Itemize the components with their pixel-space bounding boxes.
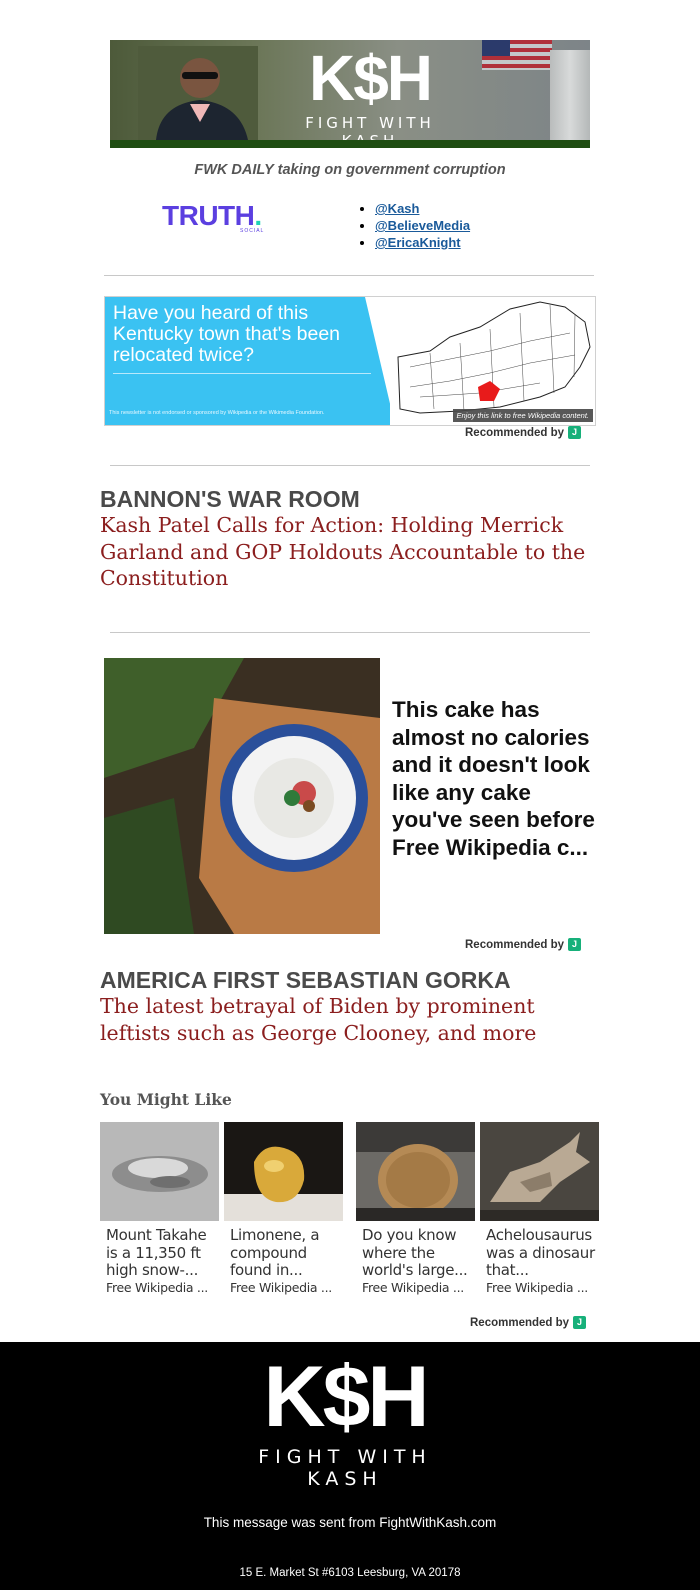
ad-cake-text[interactable]: [392, 696, 602, 861]
cake-plate-image: [104, 658, 380, 934]
card-title: Limonene, a compound found in...: [230, 1226, 320, 1279]
recommend-card-4[interactable]: [480, 1122, 599, 1295]
kentucky-map-image: [390, 297, 595, 425]
list-item: [375, 200, 470, 217]
divider: [110, 465, 590, 466]
kash-logo: K$H: [308, 42, 432, 114]
card-source: Free Wikipedia ...: [106, 1279, 208, 1295]
recommended-label: Recommended by: [470, 1316, 570, 1329]
j-badge-icon: J: [573, 1316, 586, 1329]
recommended-label: Recommended by: [465, 426, 565, 439]
truth-social-logo[interactable]: [162, 200, 292, 238]
list-item: [375, 217, 470, 234]
handle-link-ericaknight[interactable]: @EricaKnight: [375, 235, 461, 250]
card-source: Free Wikipedia ...: [362, 1279, 464, 1295]
lemon-image: [224, 1122, 343, 1221]
ad-cake-image[interactable]: [104, 658, 380, 934]
truth-social-sub: SOCIAL: [240, 228, 265, 234]
kash-logo-subtitle: FIGHT WITH: [305, 114, 435, 132]
social-handles-list: [355, 200, 470, 251]
ad-cake-source: Free Wikipedia c...: [392, 834, 589, 860]
footer: [0, 1342, 700, 1590]
ad-headline: Have you heard of this Kentucky town that's been relocated twice?: [113, 302, 341, 366]
card-source: Free Wikipedia ...: [486, 1279, 588, 1295]
recommend-card-3[interactable]: [356, 1122, 475, 1295]
list-item: [375, 234, 470, 251]
dinosaur-skull-image: [480, 1122, 599, 1221]
mountain-image: [100, 1122, 219, 1221]
you-might-like-heading: You Might Like: [100, 1090, 232, 1109]
story-link-betrayal[interactable]: The latest betrayal of Biden by prominent leftists such as George Clooney, and more: [100, 994, 537, 1045]
section-title-gorka: AMERICA FIRST SEBASTIAN GORKA: [100, 967, 511, 993]
divider: [110, 632, 590, 633]
recommended-label: Recommended by: [465, 938, 565, 951]
ad-cake-headline: This cake has almost no calories and it doesn't look like any cake you've seen before: [392, 697, 595, 832]
tagline: FWK DAILY taking on government corruption: [194, 162, 506, 178]
building-pillars: [550, 50, 590, 140]
ad-caption: Enjoy this link to free Wikipedia content.: [453, 409, 594, 422]
j-badge-icon: J: [568, 938, 581, 951]
footer-logo-subtitle: FIGHT WITH KASH: [258, 1446, 432, 1490]
card-source: Free Wikipedia ...: [230, 1279, 332, 1295]
j-badge-icon: J: [568, 426, 581, 439]
giant-ball-image: [356, 1122, 475, 1221]
card-title: Achelousaurus was a dinosaur that...: [486, 1226, 595, 1279]
story-link-kash-patel[interactable]: Kash Patel Calls for Action: Holding Merrick Garland and GOP Holdouts Accountable to the Constitution: [100, 513, 586, 590]
footer-message: This message was sent from FightWithKash.com: [203, 1515, 497, 1530]
person-photo: [138, 46, 258, 140]
recommended-by-2[interactable]: [465, 938, 581, 951]
banner-green-bar: [110, 140, 590, 148]
recommended-by-1[interactable]: [465, 426, 581, 439]
ad-disclaimer: This newsletter is not endorsed or sponsored by Wikipedia or the Wikimedia Foundation.: [109, 410, 325, 416]
recommended-by-3[interactable]: [470, 1316, 586, 1329]
ad-kentucky-town[interactable]: [104, 296, 596, 426]
handle-link-believemedia[interactable]: @BelieveMedia: [375, 218, 471, 233]
footer-kash-logo[interactable]: K$H: [263, 1349, 427, 1445]
header-banner[interactable]: [110, 40, 590, 148]
recommend-card-2[interactable]: [224, 1122, 343, 1295]
us-flag-image: [482, 40, 552, 70]
card-title: Do you know where the world's large...: [362, 1226, 468, 1279]
truth-social-wordmark: TRUTH.: [162, 200, 262, 231]
recommend-card-1[interactable]: [100, 1122, 219, 1295]
divider: [104, 275, 594, 276]
footer-address: 15 E. Market St #6103 Leesburg, VA 20178: [239, 1567, 461, 1579]
card-title: Mount Takahe is a 11,350 ft high snow-...: [106, 1226, 207, 1279]
section-title-bannon: BANNON'S WAR ROOM: [100, 486, 360, 512]
ad-underline: [113, 373, 371, 374]
handle-link-kash[interactable]: @Kash: [375, 201, 420, 216]
